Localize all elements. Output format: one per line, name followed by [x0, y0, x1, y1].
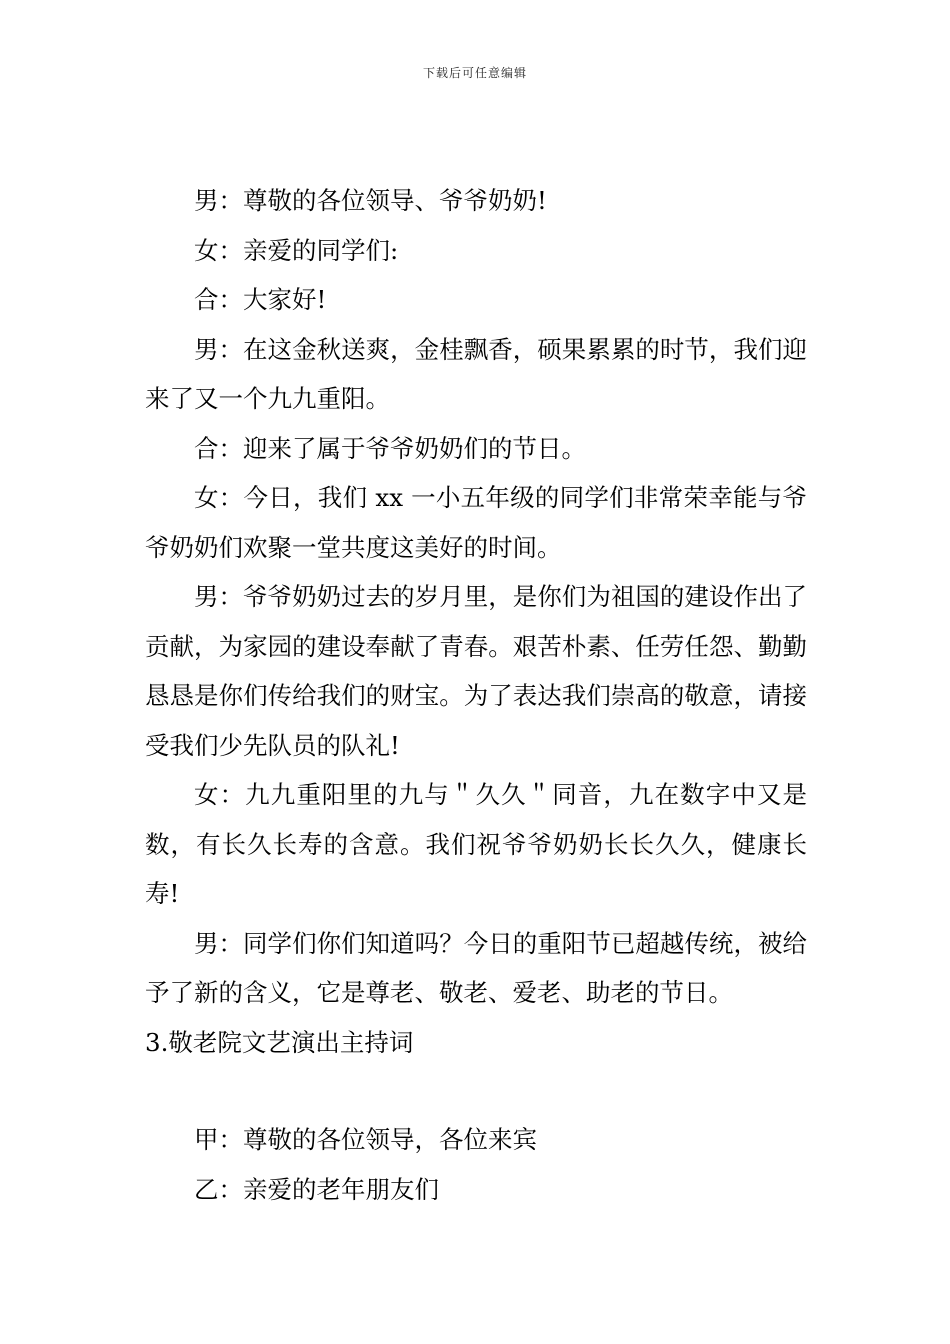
paragraph-students: 女：今日，我们 xx 一小五年级的同学们非常荣幸能与爷爷奶奶们欢聚一堂共度这美好的时间。 — [145, 483, 807, 562]
document-body — [145, 176, 807, 1214]
paragraph-new-meaning: 男：同学们你们知道吗？今日的重阳节已超越传统，被给予了新的含义，它是尊老、敬老、爱老、助老的节日。 — [145, 928, 807, 1007]
second-section — [145, 1115, 807, 1214]
paragraph-greeting-together: 合：大家好! — [194, 285, 327, 314]
paragraph-festival: 合：迎来了属于爷爷奶奶们的节日。 — [194, 433, 586, 463]
paragraph-host-b: 乙：亲爱的老年朋友们 — [194, 1174, 439, 1204]
page-header-note: 下载后可任意编辑 — [422, 66, 527, 80]
paragraph-tribute: 男：爷爷奶奶过去的岁月里，是你们为祖国的建设作出了贡献，为家园的建设奉献了青春。艰苦朴素、任劳任怨、勤勤恳恳是你们传给我们的财宝。为了表达我们崇高的敬意，请接受我们少先队员的队礼! — [145, 582, 807, 760]
paragraph-greeting-male: 男：尊敬的各位领导、爷爷奶奶! — [194, 186, 547, 215]
paragraph-longevity: 女：九九重阳里的九与＂久久＂同音，九在数字中又是数，有长久长寿的含意。我们祝爷爷奶奶长长久久，健康长寿! — [145, 780, 807, 908]
paragraph-autumn: 男：在这金秋送爽，金桂飘香，硕果累累的时节，我们迎来了又一个九九重阳。 — [145, 334, 807, 413]
paragraph-greeting-female: 女：亲爱的同学们: — [194, 235, 399, 265]
section-heading: 3.敬老院文艺演出主持词 — [145, 1027, 414, 1057]
paragraph-host-a: 甲：尊敬的各位领导，各位来宾 — [194, 1125, 537, 1154]
